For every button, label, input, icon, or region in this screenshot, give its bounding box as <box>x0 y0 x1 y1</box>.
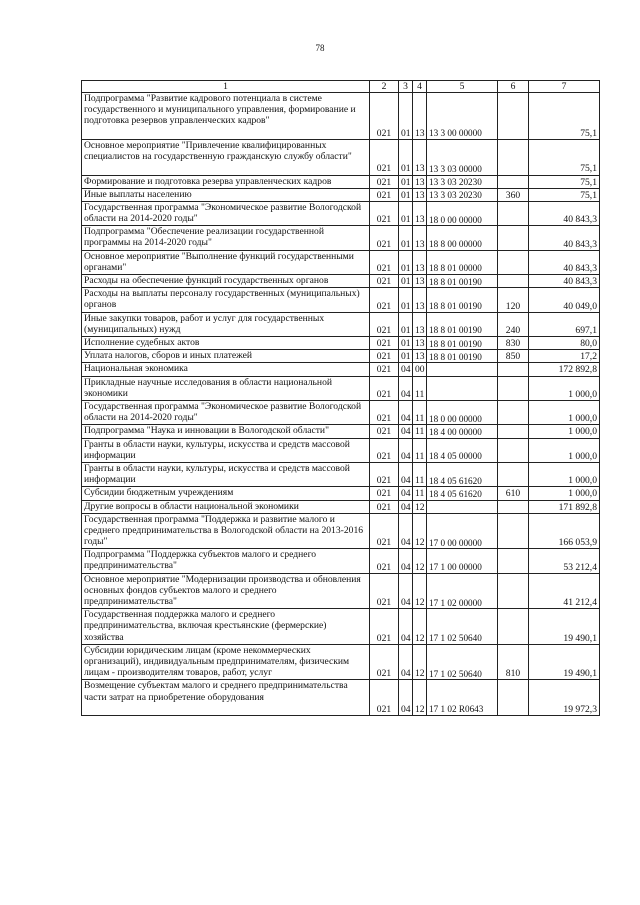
row-gr-cell: 021 <box>370 288 399 312</box>
column-header: 3 <box>399 81 413 93</box>
row-csr-cell: 18 4 05 00000 <box>427 438 498 462</box>
row-pr-cell: 13 <box>413 226 427 250</box>
row-rz-cell: 04 <box>399 438 413 462</box>
row-rz-cell: 04 <box>399 425 413 438</box>
table-header-row <box>82 81 600 93</box>
row-gr-cell: 021 <box>370 644 399 680</box>
row-vr-cell <box>498 250 529 274</box>
row-vr-cell <box>498 139 529 175</box>
row-gr-cell: 021 <box>370 680 399 716</box>
row-csr-cell: 13 3 03 20230 <box>427 188 498 201</box>
row-csr-cell: 17 1 02 50640 <box>427 609 498 645</box>
row-name-cell: Другие вопросы в области национальной экономики <box>82 500 370 513</box>
row-csr-cell: 13 3 03 00000 <box>427 139 498 175</box>
row-sum-cell: 40 049,0 <box>529 288 600 312</box>
table-row <box>82 312 600 336</box>
row-name-cell: Уплата налогов, сборов и иных платежей <box>82 350 370 363</box>
table-row <box>82 400 600 424</box>
row-pr-cell: 00 <box>413 363 427 376</box>
row-vr-cell <box>498 549 529 573</box>
row-pr-cell: 13 <box>413 188 427 201</box>
table-row <box>82 139 600 175</box>
row-sum-cell: 166 053,9 <box>529 513 600 549</box>
row-pr-cell: 12 <box>413 549 427 573</box>
row-vr-cell <box>498 175 529 188</box>
row-vr-cell <box>498 680 529 716</box>
row-rz-cell: 01 <box>399 188 413 201</box>
row-sum-cell: 40 843,3 <box>529 275 600 288</box>
table-row <box>82 250 600 274</box>
row-vr-cell: 610 <box>498 487 529 500</box>
row-sum-cell: 1 000,0 <box>529 438 600 462</box>
row-name-cell: Основное мероприятие "Выполнение функций государственными органами" <box>82 250 370 274</box>
row-gr-cell: 021 <box>370 226 399 250</box>
table-row <box>82 609 600 645</box>
row-name-cell: Государственная программа "Поддержка и развитие малого и среднего предпринимательства в Вологодской области на 2013-2016 годы" <box>82 513 370 549</box>
row-sum-cell: 75,1 <box>529 139 600 175</box>
table-row <box>82 350 600 363</box>
row-sum-cell: 40 843,3 <box>529 201 600 225</box>
row-gr-cell: 021 <box>370 312 399 336</box>
table-row <box>82 363 600 376</box>
row-vr-cell <box>498 462 529 486</box>
row-csr-cell <box>427 376 498 400</box>
row-gr-cell: 021 <box>370 573 399 609</box>
page-number: 78 <box>315 43 325 53</box>
row-pr-cell: 11 <box>413 462 427 486</box>
row-vr-cell: 240 <box>498 312 529 336</box>
row-sum-cell: 80,0 <box>529 337 600 350</box>
table-row <box>82 275 600 288</box>
row-vr-cell <box>498 201 529 225</box>
row-sum-cell: 1 000,0 <box>529 376 600 400</box>
row-gr-cell: 021 <box>370 500 399 513</box>
row-rz-cell: 01 <box>399 250 413 274</box>
row-sum-cell: 53 212,4 <box>529 549 600 573</box>
column-header: 6 <box>498 81 529 93</box>
row-gr-cell: 021 <box>370 438 399 462</box>
table-row <box>82 226 600 250</box>
row-csr-cell: 17 0 00 00000 <box>427 513 498 549</box>
table-row <box>82 644 600 680</box>
row-name-cell: Подпрограмма "Наука и инновации в Вологодской области" <box>82 425 370 438</box>
row-gr-cell: 021 <box>370 400 399 424</box>
row-csr-cell: 18 4 05 61620 <box>427 487 498 500</box>
row-name-cell: Гранты в области науки, культуры, искусства и средств массовой информации <box>82 438 370 462</box>
row-csr-cell: 17 1 00 00000 <box>427 549 498 573</box>
row-vr-cell: 360 <box>498 188 529 201</box>
row-pr-cell: 12 <box>413 500 427 513</box>
budget-table <box>81 80 600 716</box>
row-csr-cell: 18 8 01 00190 <box>427 288 498 312</box>
row-csr-cell: 18 8 00 00000 <box>427 226 498 250</box>
row-name-cell: Исполнение судебных актов <box>82 337 370 350</box>
row-sum-cell: 19 490,1 <box>529 609 600 645</box>
row-rz-cell: 01 <box>399 139 413 175</box>
column-header: 1 <box>82 81 370 93</box>
row-name-cell: Подпрограмма "Обеспечение реализации государственной программы на 2014-2020 годы" <box>82 226 370 250</box>
row-name-cell: Иные выплаты населению <box>82 188 370 201</box>
table-row <box>82 337 600 350</box>
row-rz-cell: 04 <box>399 549 413 573</box>
row-vr-cell <box>498 363 529 376</box>
row-name-cell: Гранты в области науки, культуры, искусства и средств массовой информации <box>82 462 370 486</box>
row-pr-cell: 11 <box>413 425 427 438</box>
row-vr-cell: 120 <box>498 288 529 312</box>
row-rz-cell: 01 <box>399 312 413 336</box>
column-header: 2 <box>370 81 399 93</box>
row-gr-cell: 021 <box>370 337 399 350</box>
row-gr-cell: 021 <box>370 250 399 274</box>
row-name-cell: Национальная экономика <box>82 363 370 376</box>
row-name-cell: Формирование и подготовка резерва управленческих кадров <box>82 175 370 188</box>
row-vr-cell <box>498 275 529 288</box>
row-sum-cell: 40 843,3 <box>529 226 600 250</box>
row-vr-cell: 850 <box>498 350 529 363</box>
row-rz-cell: 04 <box>399 513 413 549</box>
row-sum-cell: 1 000,0 <box>529 400 600 424</box>
row-vr-cell <box>498 93 529 140</box>
row-vr-cell: 830 <box>498 337 529 350</box>
row-gr-cell: 021 <box>370 350 399 363</box>
row-sum-cell: 171 892,8 <box>529 500 600 513</box>
row-name-cell: Государственная программа "Экономическое развитие Вологодской области на 2014-2020 годы" <box>82 201 370 225</box>
row-sum-cell: 172 892,8 <box>529 363 600 376</box>
row-vr-cell <box>498 438 529 462</box>
row-sum-cell: 40 843,3 <box>529 250 600 274</box>
row-vr-cell <box>498 609 529 645</box>
row-name-cell: Подпрограмма "Поддержка субъектов малого и среднего предпринимательства" <box>82 549 370 573</box>
row-sum-cell: 1 000,0 <box>529 487 600 500</box>
table-row <box>82 549 600 573</box>
row-gr-cell: 021 <box>370 188 399 201</box>
row-gr-cell: 021 <box>370 93 399 140</box>
row-name-cell: Субсидии юридическим лицам (кроме некоммерческих организаций), индивидуальным предпринимателям, физическим лицам - производителям товаров, работ, услуг <box>82 644 370 680</box>
row-gr-cell: 021 <box>370 139 399 175</box>
row-pr-cell: 13 <box>413 337 427 350</box>
row-sum-cell: 19 972,3 <box>529 680 600 716</box>
row-vr-cell <box>498 513 529 549</box>
table-row <box>82 425 600 438</box>
row-vr-cell <box>498 573 529 609</box>
row-pr-cell: 13 <box>413 93 427 140</box>
table-row <box>82 500 600 513</box>
row-rz-cell: 04 <box>399 487 413 500</box>
row-rz-cell: 04 <box>399 400 413 424</box>
row-pr-cell: 13 <box>413 350 427 363</box>
row-pr-cell: 12 <box>413 680 427 716</box>
row-pr-cell: 12 <box>413 609 427 645</box>
table-row <box>82 93 600 140</box>
table-row <box>82 175 600 188</box>
row-rz-cell: 04 <box>399 500 413 513</box>
row-sum-cell: 697,1 <box>529 312 600 336</box>
row-gr-cell: 021 <box>370 175 399 188</box>
row-gr-cell: 021 <box>370 201 399 225</box>
row-pr-cell: 13 <box>413 139 427 175</box>
row-pr-cell: 11 <box>413 438 427 462</box>
row-name-cell: Расходы на обеспечение функций государственных органов <box>82 275 370 288</box>
row-sum-cell: 17,2 <box>529 350 600 363</box>
column-header: 7 <box>529 81 600 93</box>
row-gr-cell: 021 <box>370 275 399 288</box>
row-vr-cell <box>498 425 529 438</box>
row-sum-cell: 41 212,4 <box>529 573 600 609</box>
row-pr-cell: 11 <box>413 400 427 424</box>
row-sum-cell: 75,1 <box>529 188 600 201</box>
table-row <box>82 438 600 462</box>
row-pr-cell: 12 <box>413 513 427 549</box>
row-rz-cell: 04 <box>399 609 413 645</box>
row-pr-cell: 12 <box>413 573 427 609</box>
row-vr-cell <box>498 500 529 513</box>
table-row <box>82 288 600 312</box>
row-pr-cell: 13 <box>413 275 427 288</box>
row-gr-cell: 021 <box>370 513 399 549</box>
row-gr-cell: 021 <box>370 363 399 376</box>
row-pr-cell: 12 <box>413 644 427 680</box>
row-gr-cell: 021 <box>370 376 399 400</box>
row-vr-cell <box>498 376 529 400</box>
row-name-cell: Возмещение субъектам малого и среднего предпринимательства части затрат на приобретение оборудования <box>82 680 370 716</box>
table-body <box>82 93 600 716</box>
row-pr-cell: 13 <box>413 175 427 188</box>
row-csr-cell: 17 1 02 50640 <box>427 644 498 680</box>
row-pr-cell: 13 <box>413 201 427 225</box>
row-name-cell: Основное мероприятие "Модернизации производства и обновления основных фондов субъектов малого и среднего предпринимательства" <box>82 573 370 609</box>
table-row <box>82 188 600 201</box>
row-csr-cell: 18 0 00 00000 <box>427 400 498 424</box>
row-rz-cell: 01 <box>399 350 413 363</box>
row-gr-cell: 021 <box>370 487 399 500</box>
row-rz-cell: 01 <box>399 201 413 225</box>
table-row <box>82 513 600 549</box>
row-name-cell: Расходы на выплаты персоналу государственных (муниципальных) органов <box>82 288 370 312</box>
row-name-cell: Иные закупки товаров, работ и услуг для государственных (муниципальных) нужд <box>82 312 370 336</box>
table-row <box>82 201 600 225</box>
column-header: 5 <box>427 81 498 93</box>
row-vr-cell <box>498 226 529 250</box>
row-rz-cell: 04 <box>399 573 413 609</box>
row-csr-cell: 18 8 01 00000 <box>427 250 498 274</box>
row-rz-cell: 01 <box>399 288 413 312</box>
row-name-cell: Основное мероприятие "Привлечение квалифицированных специалистов на государственную гражданскую службу области" <box>82 139 370 175</box>
row-sum-cell: 1 000,0 <box>529 425 600 438</box>
row-csr-cell: 18 4 05 61620 <box>427 462 498 486</box>
row-rz-cell: 01 <box>399 275 413 288</box>
row-csr-cell: 18 8 01 00190 <box>427 337 498 350</box>
row-name-cell: Прикладные научные исследования в области национальной экономики <box>82 376 370 400</box>
row-rz-cell: 04 <box>399 644 413 680</box>
table-row <box>82 573 600 609</box>
row-name-cell: Государственная поддержка малого и среднего предпринимательства, включая крестьянские (фермерские) хозяйства <box>82 609 370 645</box>
row-csr-cell: 18 4 00 00000 <box>427 425 498 438</box>
row-csr-cell: 17 1 02 R0643 <box>427 680 498 716</box>
row-csr-cell <box>427 500 498 513</box>
row-vr-cell: 810 <box>498 644 529 680</box>
row-rz-cell: 04 <box>399 462 413 486</box>
table-row <box>82 462 600 486</box>
row-rz-cell: 04 <box>399 680 413 716</box>
row-rz-cell: 01 <box>399 337 413 350</box>
row-gr-cell: 021 <box>370 549 399 573</box>
table-row <box>82 376 600 400</box>
row-name-cell: Субсидии бюджетным учреждениям <box>82 487 370 500</box>
row-csr-cell: 13 3 03 20230 <box>427 175 498 188</box>
row-rz-cell: 01 <box>399 226 413 250</box>
row-rz-cell: 04 <box>399 363 413 376</box>
row-gr-cell: 021 <box>370 462 399 486</box>
row-csr-cell: 18 8 01 00190 <box>427 350 498 363</box>
row-csr-cell: 18 8 01 00190 <box>427 312 498 336</box>
row-pr-cell: 11 <box>413 487 427 500</box>
row-pr-cell: 11 <box>413 376 427 400</box>
row-gr-cell: 021 <box>370 425 399 438</box>
row-csr-cell: 13 3 00 00000 <box>427 93 498 140</box>
row-csr-cell: 18 8 01 00190 <box>427 275 498 288</box>
row-csr-cell <box>427 363 498 376</box>
row-rz-cell: 01 <box>399 175 413 188</box>
row-vr-cell <box>498 400 529 424</box>
column-header: 4 <box>413 81 427 93</box>
row-sum-cell: 19 490,1 <box>529 644 600 680</box>
table-row <box>82 487 600 500</box>
table-row <box>82 680 600 716</box>
row-pr-cell: 13 <box>413 288 427 312</box>
row-pr-cell: 13 <box>413 312 427 336</box>
row-name-cell: Подпрограмма "Развитие кадрового потенциала в системе государственного и муниципального управления, формирование и подготовка резервов управленческих кадров" <box>82 93 370 140</box>
row-rz-cell: 01 <box>399 93 413 140</box>
row-rz-cell: 04 <box>399 376 413 400</box>
row-sum-cell: 75,1 <box>529 93 600 140</box>
row-gr-cell: 021 <box>370 609 399 645</box>
row-sum-cell: 1 000,0 <box>529 462 600 486</box>
row-sum-cell: 75,1 <box>529 175 600 188</box>
row-csr-cell: 17 1 02 00000 <box>427 573 498 609</box>
row-pr-cell: 13 <box>413 250 427 274</box>
row-csr-cell: 18 0 00 00000 <box>427 201 498 225</box>
row-name-cell: Государственная программа "Экономическое развитие Вологодской области на 2014-2020 годы" <box>82 400 370 424</box>
